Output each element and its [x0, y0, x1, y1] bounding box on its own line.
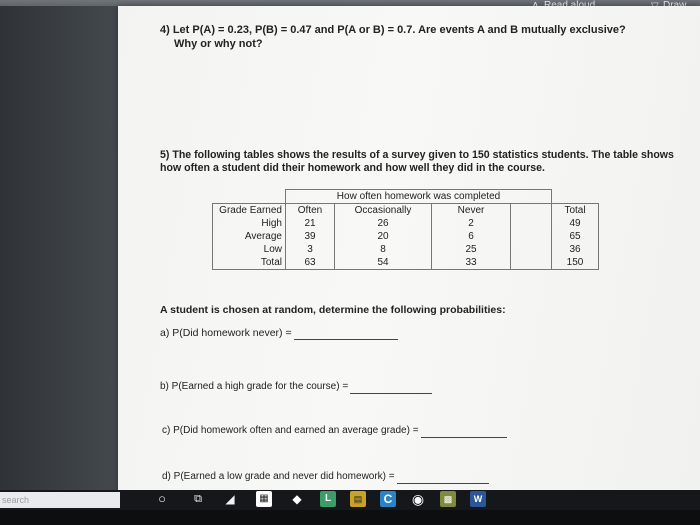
part-b-answer-line: [350, 383, 432, 394]
part-d-text: d) P(Earned a low grade and never did homework) =: [162, 471, 395, 482]
table-row: High 21 26 2 49: [213, 217, 599, 230]
column-header-occasionally: Occasionally: [335, 204, 432, 218]
word-icon[interactable]: W: [470, 491, 486, 507]
survey-table: [212, 189, 599, 270]
store-icon[interactable]: ▦: [256, 491, 272, 507]
part-a: [160, 326, 398, 340]
table-group-header: How often homework was completed: [286, 190, 552, 204]
part-d-answer-line: [397, 473, 489, 484]
app-icon[interactable]: ▤: [350, 491, 366, 507]
part-b: [160, 380, 432, 394]
part-a-text: a) P(Did homework never) =: [160, 327, 292, 339]
chrome-icon[interactable]: ◉: [411, 491, 425, 507]
table-row-total: Total 63 54 33 150: [213, 256, 599, 270]
part-b-text: b) P(Earned a high grade for the course) =: [160, 381, 349, 392]
mail-icon[interactable]: ◆: [292, 492, 302, 506]
probability-prompt: A student is chosen at random, determine the following probabilities:: [160, 304, 506, 316]
part-c-text: c) P(Did homework often and earned an average grade) =: [162, 425, 419, 436]
taskbar: [0, 490, 700, 525]
desk-edge: [0, 510, 700, 525]
left-gutter: [0, 6, 118, 492]
edge-icon[interactable]: ◢: [225, 492, 235, 506]
column-header-never: Never: [432, 204, 511, 218]
task-view-icon[interactable]: ⧉: [194, 493, 202, 505]
part-d: [162, 470, 489, 484]
column-header-total: Total: [552, 204, 599, 218]
table-row: Low 3 8 25 36: [213, 243, 599, 256]
question-5-line-2: how often a student did their homework and how well they did in the course.: [160, 162, 545, 174]
question-4-line-2: Why or why not?: [174, 38, 263, 50]
question-4-line-1: 4) Let P(A) = 0.23, P(B) = 0.47 and P(A or B) = 0.7. Are events A and B mutually exclusive?: [160, 24, 626, 36]
app-icon[interactable]: ▩: [440, 491, 456, 507]
column-header-grade: Grade Earned: [213, 204, 286, 218]
part-a-answer-line: [294, 329, 398, 340]
document-page: [118, 6, 700, 492]
part-c-answer-line: [421, 427, 507, 438]
question-5-line-1: 5) The following tables shows the results of a survey given to 150 statistics students. The table shows: [160, 149, 674, 161]
c-app-icon[interactable]: C: [380, 491, 396, 507]
taskbar-search-input[interactable]: search: [0, 492, 120, 508]
column-header-often: Often: [286, 204, 335, 218]
l-app-icon[interactable]: L: [320, 491, 336, 507]
part-c: [162, 424, 507, 438]
cortana-circle-icon[interactable]: ○: [158, 491, 166, 506]
table-row: Average 39 20 6 65: [213, 230, 599, 243]
